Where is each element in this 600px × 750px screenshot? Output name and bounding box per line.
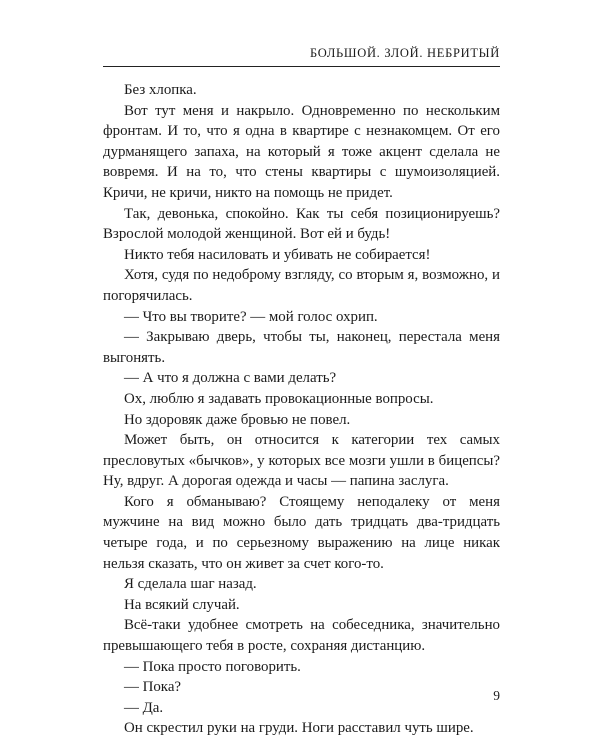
paragraph: Никто тебя насиловать и убивать не собирается! [124, 246, 431, 263]
text-body [103, 80, 500, 739]
paragraph: Так, девонька, спокойно. Как ты себя позиционируешь? Взрослой молодой женщиной. Вот ей и будь! [103, 205, 500, 243]
paragraph: Ох, люблю я задавать провокационные вопросы. [124, 390, 434, 407]
paragraph: — Пока? [124, 679, 182, 696]
paragraph: Всё-таки удобнее смотреть на собеседника, значительно превышающего тебя в росте, сохраняя дистанцию. [103, 617, 500, 655]
page-number: 9 [493, 688, 500, 703]
paragraph: — Что вы творите? — мой голос охрип. [124, 308, 378, 325]
paragraph: Я сделала шаг назад. [124, 576, 257, 593]
paragraph: — Пока просто поговорить. [124, 658, 301, 675]
paragraph: Вот тут меня и накрыло. Одновременно по нескольким фронтам. И то, что я одна в квартире с незнакомцем. От его дурманящего запаха, на который я тоже акцент сделала не вовремя. И на то, что стены квартиры с шумоизоляцией. Кричи, не кричи, никто на помощь не придет. [103, 102, 500, 201]
paragraph: — Закрываю дверь, чтобы ты, наконец, перестала меня выгонять. [103, 329, 500, 366]
paragraph: — А что я должна с вами делать? [124, 370, 337, 387]
paragraph: Кого я обманываю? Стоящему неподалеку от меня мужчине на вид можно было дать тридцать два-тридцать четыре года, и по серьезному выражению на лице никак нельзя сказать, что он живет за счет кого-то. [103, 493, 500, 572]
header-rule [103, 66, 500, 67]
paragraph: Он скрестил руки на груди. Ноги расставил чуть шире. [124, 720, 474, 737]
paragraph: Может быть, он относится к категории тех самых пресловутых «бычков», у которых все мозги ушли в бицепсы? Ну, вдруг. А дорогая одежда и часы — папина заслуга. [103, 432, 500, 490]
paragraph: — Да. [124, 699, 164, 716]
running-header: БОЛЬШОЙ. ЗЛОЙ. НЕБРИТЫЙ [309, 46, 500, 60]
paragraph: На всякий случай. [124, 596, 240, 613]
paragraph: Хотя, судя по недоброму взгляду, со вторым я, возможно, и погорячилась. [103, 267, 500, 304]
paragraph: Но здоровяк даже бровью не повел. [124, 411, 351, 428]
paragraph: Без хлопка. [124, 82, 197, 98]
